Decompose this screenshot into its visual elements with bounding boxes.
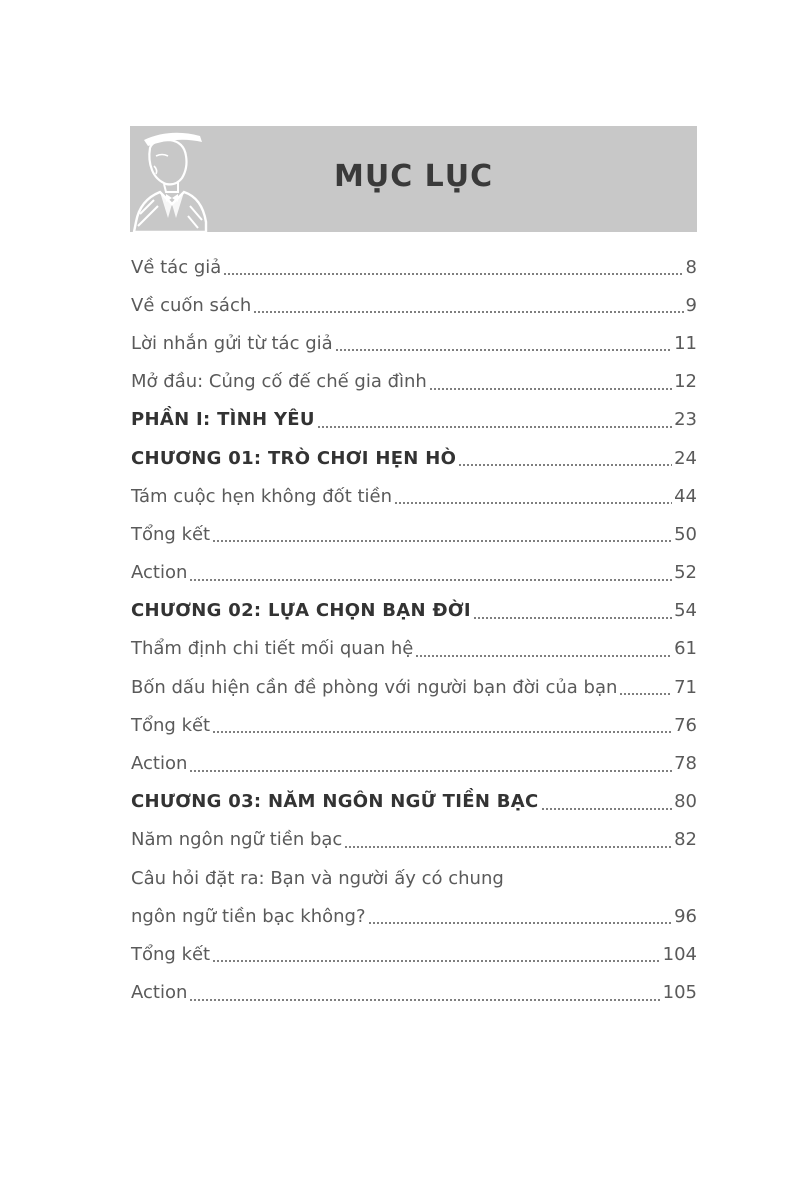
toc-entry[interactable] — [131, 477, 697, 515]
toc-page-number: 105 — [662, 982, 697, 1004]
toc-entry[interactable] — [131, 286, 697, 324]
toc-page-number: 9 — [685, 294, 697, 316]
toc-entry[interactable] — [131, 859, 697, 897]
toc-page-number: 78 — [674, 753, 697, 775]
toc-entry-title: Tổng kết — [131, 943, 211, 965]
toc-page-number: 23 — [674, 409, 697, 431]
dot-leader — [212, 525, 672, 543]
toc-entry-title: Lời nhắn gửi từ tác giả — [131, 332, 333, 354]
toc-page-number: 12 — [674, 371, 697, 393]
dot-leader — [368, 907, 673, 925]
toc-page-number: 44 — [674, 485, 697, 507]
dot-leader — [317, 411, 672, 429]
toc-page-number: 11 — [674, 332, 697, 354]
table-of-contents — [131, 248, 697, 1012]
toc-entry-title: Về tác giả — [131, 256, 222, 278]
toc-entry-title: CHƯƠNG 02: LỰA CHỌN BẠN ĐỜI — [131, 600, 471, 622]
dot-leader — [189, 564, 672, 582]
toc-entry-title: Bốn dấu hiện cần đề phòng với người bạn đời của bạn — [131, 676, 618, 698]
dot-leader — [394, 487, 672, 505]
toc-entry-title: ngôn ngữ tiền bạc không? — [131, 905, 366, 927]
dot-leader — [223, 258, 683, 276]
dot-leader — [212, 716, 672, 734]
toc-entry[interactable] — [131, 630, 697, 668]
toc-entry-title: CHƯƠNG 03: NĂM NGÔN NGỮ TIỀN BẠC — [131, 791, 539, 813]
toc-entry-title: Câu hỏi đặt ra: Bạn và người ấy có chung — [131, 867, 504, 889]
toc-entry-title: Tổng kết — [131, 714, 211, 736]
toc-chapter-entry[interactable] — [131, 401, 697, 439]
toc-page-number: 8 — [685, 256, 697, 278]
toc-entry[interactable] — [131, 821, 697, 859]
toc-entry[interactable] — [131, 668, 697, 706]
toc-entry[interactable] — [131, 897, 697, 935]
dot-leader — [429, 373, 672, 391]
toc-entry[interactable] — [131, 974, 697, 1012]
toc-entry[interactable] — [131, 363, 697, 401]
dot-leader — [619, 678, 672, 696]
toc-page-number: 76 — [674, 714, 697, 736]
man-silhouette-icon — [130, 126, 210, 232]
toc-entry[interactable] — [131, 744, 697, 782]
dot-leader — [335, 334, 672, 352]
toc-entry-title: Về cuốn sách — [131, 294, 252, 316]
toc-page-number: 82 — [674, 829, 697, 851]
toc-entry[interactable] — [131, 515, 697, 553]
dot-leader — [212, 945, 661, 963]
toc-entry-title: Tổng kết — [131, 523, 211, 545]
toc-entry-title: Mở đầu: Củng cố đế chế gia đình — [131, 371, 427, 393]
toc-chapter-entry[interactable] — [131, 592, 697, 630]
toc-entry[interactable] — [131, 554, 697, 592]
toc-page-number: 71 — [674, 676, 697, 698]
dot-leader — [541, 793, 673, 811]
toc-page-number: 61 — [674, 638, 697, 660]
toc-page-number: 24 — [674, 447, 697, 469]
dot-leader — [458, 449, 672, 467]
toc-page-number: 80 — [674, 791, 697, 813]
title-banner — [130, 126, 697, 232]
toc-page-number: 52 — [674, 562, 697, 584]
toc-entry[interactable] — [131, 248, 697, 286]
dot-leader — [344, 831, 672, 849]
toc-entry-title: CHƯƠNG 01: TRÒ CHƠI HẸN HÒ — [131, 447, 457, 469]
dot-leader — [189, 984, 660, 1002]
toc-page-number: 50 — [674, 523, 697, 545]
toc-page-number: 96 — [674, 905, 697, 927]
toc-chapter-entry[interactable] — [131, 439, 697, 477]
toc-entry[interactable] — [131, 935, 697, 973]
page-title: MỤC LỤC — [334, 159, 494, 194]
toc-entry-title: Action — [131, 982, 188, 1004]
toc-entry-title: PHẦN I: TÌNH YÊU — [131, 409, 315, 431]
toc-page-number: 104 — [662, 943, 697, 965]
dot-leader — [189, 755, 672, 773]
toc-entry[interactable] — [131, 324, 697, 362]
toc-entry-title: Thẩm định chi tiết mối quan hệ — [131, 638, 414, 660]
dot-leader — [253, 296, 683, 314]
toc-entry-title: Năm ngôn ngữ tiền bạc — [131, 829, 343, 851]
toc-entry-title: Action — [131, 562, 188, 584]
toc-entry-title: Action — [131, 753, 188, 775]
dot-leader — [473, 602, 672, 620]
toc-entry[interactable] — [131, 706, 697, 744]
toc-entry-title: Tám cuộc hẹn không đốt tiền — [131, 485, 393, 507]
dot-leader — [415, 640, 672, 658]
toc-chapter-entry[interactable] — [131, 783, 697, 821]
toc-page-number: 54 — [674, 600, 697, 622]
